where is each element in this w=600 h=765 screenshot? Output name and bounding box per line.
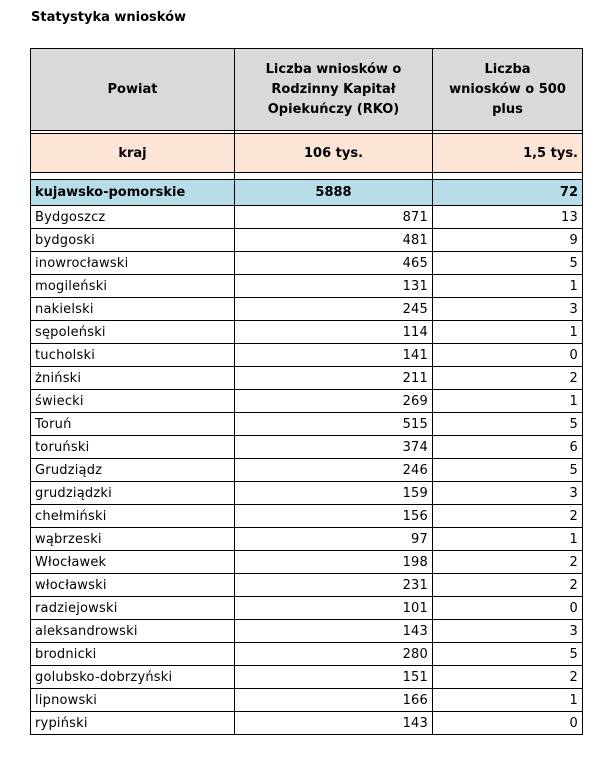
powiat-name: chełmiński — [31, 505, 235, 528]
plus500-value: 2 — [433, 551, 583, 574]
rko-value: 159 — [235, 482, 433, 505]
plus500-value: 1 — [433, 689, 583, 712]
powiat-name: bydgoski — [31, 229, 235, 252]
rko-value: 515 — [235, 413, 433, 436]
plus500-value: 2 — [433, 367, 583, 390]
powiat-name: grudziądzki — [31, 482, 235, 505]
table-row — [31, 689, 583, 712]
column-header-powiat: Powiat — [31, 49, 235, 131]
table-row — [31, 505, 583, 528]
powiat-name: wąbrzeski — [31, 528, 235, 551]
plus500-value: 13 — [433, 206, 583, 229]
table-header-row — [31, 49, 583, 131]
powiat-name: brodnicki — [31, 643, 235, 666]
column-header-500plus: Liczba wniosków o 500 plus — [433, 49, 583, 131]
powiat-name: lipnowski — [31, 689, 235, 712]
table-row — [31, 551, 583, 574]
rko-value: 141 — [235, 344, 433, 367]
rko-value: 114 — [235, 321, 433, 344]
plus500-value: 5 — [433, 643, 583, 666]
powiat-name: nakielski — [31, 298, 235, 321]
rko-value: 465 — [235, 252, 433, 275]
plus500-value: 2 — [433, 574, 583, 597]
plus500-value: 3 — [433, 298, 583, 321]
column-header-rko: Liczba wniosków o Rodzinny Kapitał Opiekuńczy (RKO) — [235, 49, 433, 131]
plus500-value: 0 — [433, 597, 583, 620]
region-name: kujawsko-pomorskie — [31, 180, 235, 206]
rko-value: 269 — [235, 390, 433, 413]
country-total-row — [31, 134, 583, 173]
powiat-name: żniński — [31, 367, 235, 390]
rko-value: 871 — [235, 206, 433, 229]
plus500-value: 1 — [433, 321, 583, 344]
rko-value: 97 — [235, 528, 433, 551]
plus500-value: 6 — [433, 436, 583, 459]
table-row — [31, 252, 583, 275]
table-row — [31, 712, 583, 735]
table-row — [31, 459, 583, 482]
plus500-value: 1 — [433, 390, 583, 413]
page-title: Statystyka wniosków — [31, 10, 187, 25]
table-row — [31, 390, 583, 413]
country-name: kraj — [31, 134, 235, 173]
powiat-name: włocławski — [31, 574, 235, 597]
powiat-name: sępoleński — [31, 321, 235, 344]
powiat-name: aleksandrowski — [31, 620, 235, 643]
rko-value: 481 — [235, 229, 433, 252]
rko-value: 156 — [235, 505, 433, 528]
rko-value: 151 — [235, 666, 433, 689]
table-row — [31, 344, 583, 367]
plus500-value: 1 — [433, 528, 583, 551]
powiat-name: golubsko-dobrzyński — [31, 666, 235, 689]
rko-value: 246 — [235, 459, 433, 482]
rko-value: 143 — [235, 712, 433, 735]
rko-value: 143 — [235, 620, 433, 643]
rko-value: 131 — [235, 275, 433, 298]
region-total-row — [31, 180, 583, 206]
table-row — [31, 298, 583, 321]
rko-value: 280 — [235, 643, 433, 666]
table-row — [31, 597, 583, 620]
powiat-name: rypiński — [31, 712, 235, 735]
powiat-name: tucholski — [31, 344, 235, 367]
powiat-name: inowrocławski — [31, 252, 235, 275]
rko-value: 198 — [235, 551, 433, 574]
rko-value: 101 — [235, 597, 433, 620]
table-row — [31, 229, 583, 252]
powiat-name: Toruń — [31, 413, 235, 436]
powiat-name: mogileński — [31, 275, 235, 298]
plus500-value: 3 — [433, 620, 583, 643]
table-row — [31, 206, 583, 229]
powiat-name: świecki — [31, 390, 235, 413]
statistics-table — [30, 48, 583, 735]
country-rko-value: 106 tys. — [235, 134, 433, 173]
table-row — [31, 528, 583, 551]
rko-value: 166 — [235, 689, 433, 712]
table-row — [31, 413, 583, 436]
table-row — [31, 367, 583, 390]
table-row — [31, 666, 583, 689]
rko-value: 211 — [235, 367, 433, 390]
plus500-value: 9 — [433, 229, 583, 252]
rko-value: 245 — [235, 298, 433, 321]
plus500-value: 5 — [433, 252, 583, 275]
plus500-value: 5 — [433, 459, 583, 482]
powiat-name: Włocławek — [31, 551, 235, 574]
table-row — [31, 620, 583, 643]
spacer-row — [31, 173, 583, 180]
region-500plus-value: 72 — [433, 180, 583, 206]
table-row — [31, 482, 583, 505]
plus500-value: 2 — [433, 505, 583, 528]
table-row — [31, 275, 583, 298]
table-row — [31, 321, 583, 344]
plus500-value: 2 — [433, 666, 583, 689]
powiat-name: radziejowski — [31, 597, 235, 620]
powiat-name: Bydgoszcz — [31, 206, 235, 229]
table-row — [31, 574, 583, 597]
plus500-value: 3 — [433, 482, 583, 505]
table-row — [31, 643, 583, 666]
rko-value: 231 — [235, 574, 433, 597]
country-500plus-value: 1,5 tys. — [433, 134, 583, 173]
rko-value: 374 — [235, 436, 433, 459]
table-row — [31, 436, 583, 459]
powiat-name: Grudziądz — [31, 459, 235, 482]
plus500-value: 0 — [433, 712, 583, 735]
plus500-value: 5 — [433, 413, 583, 436]
plus500-value: 0 — [433, 344, 583, 367]
plus500-value: 1 — [433, 275, 583, 298]
region-rko-value: 5888 — [235, 180, 433, 206]
powiat-name: toruński — [31, 436, 235, 459]
